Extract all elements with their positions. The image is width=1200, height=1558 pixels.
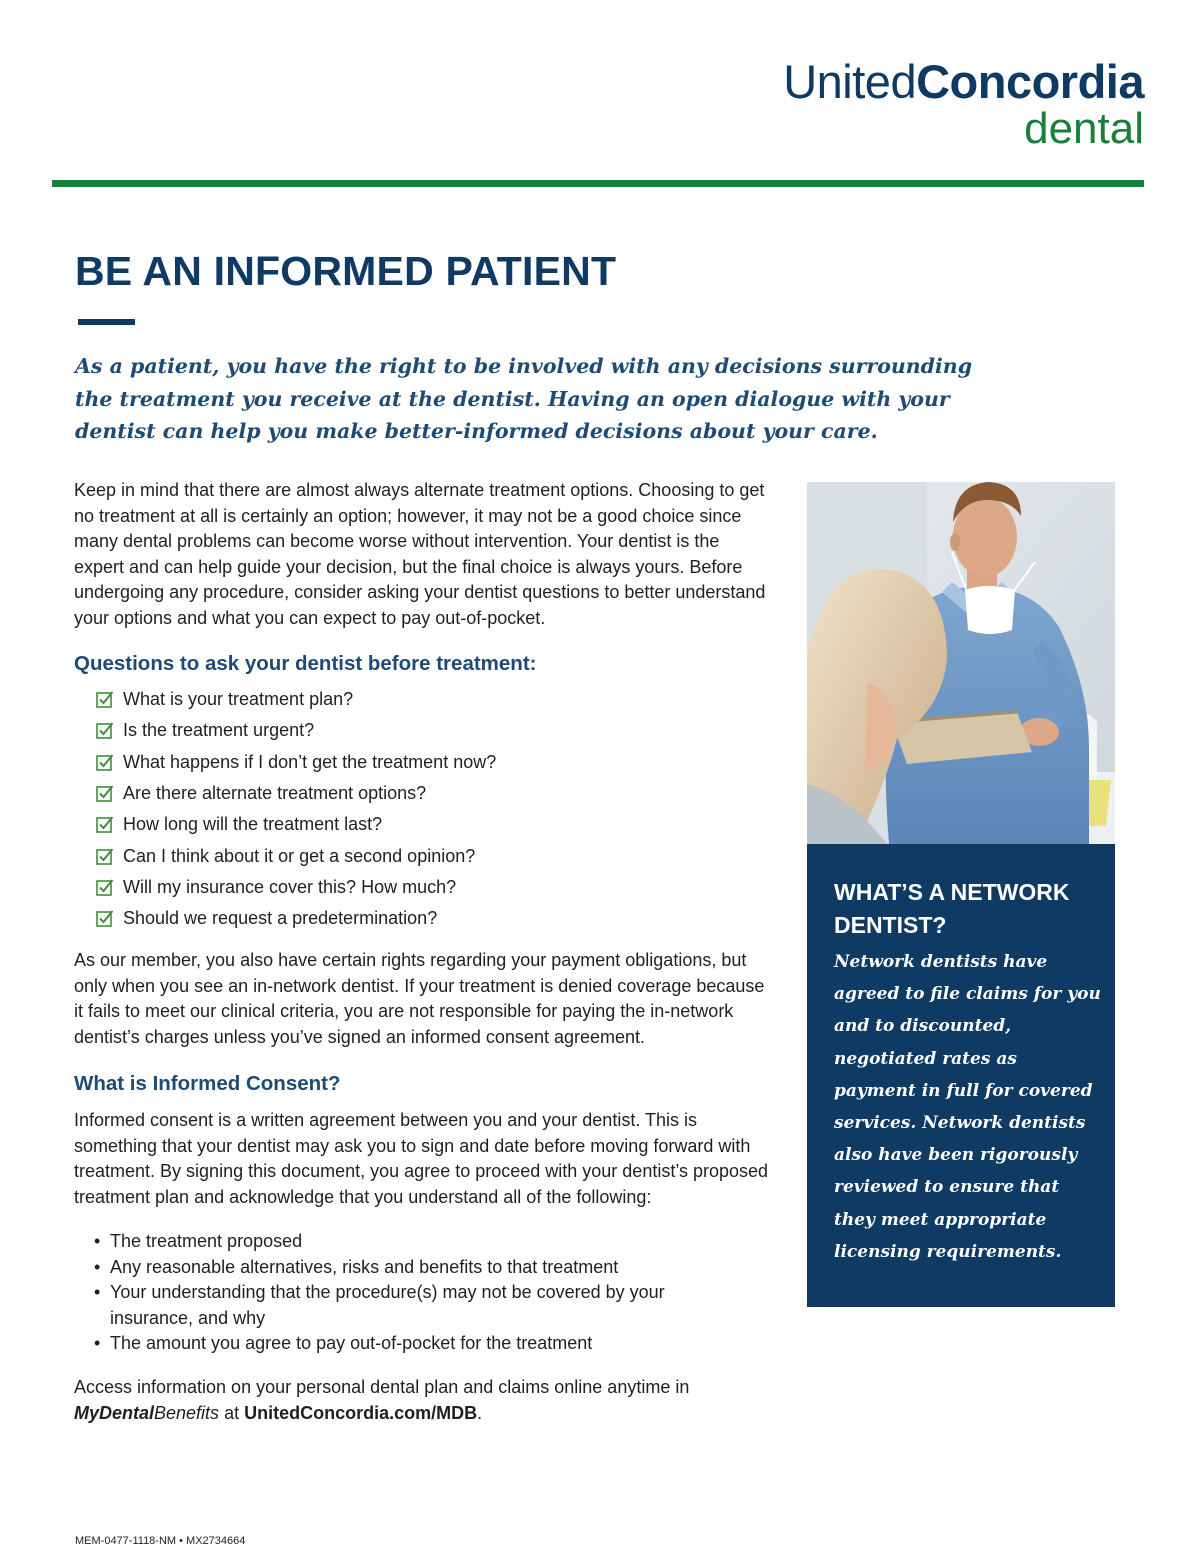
checkbox-checked-icon (96, 753, 115, 772)
benefits-brand: Benefits (154, 1402, 220, 1423)
checkbox-checked-icon (96, 909, 115, 928)
document-code: MEM-0477-1118-NM • MX2734664 (75, 1535, 246, 1547)
logo-word-concordia: Concordia (916, 55, 1144, 108)
intro-paragraph: As a patient, you have the right to be involved with any decisions surrounding the treatment you receive at the dentist. Having an open dialogue with your dentist can help you make better-informed decisions about your care. (75, 354, 973, 443)
mdb-link[interactable]: UnitedConcordia.com/MDB (244, 1402, 478, 1423)
consent-item (94, 1331, 714, 1357)
question-text: What is your treatment plan? (123, 689, 354, 710)
question-text: Will my insurance cover this? How much? (123, 876, 457, 897)
access-info-paragraph: Access information on your personal dental plan and claims online anytime in MyDentalBenefits at UnitedConcordia.com/MDB. (74, 1377, 690, 1423)
title-underline (78, 319, 135, 325)
consent-item (94, 1229, 714, 1255)
bullet-icon: • (94, 1282, 101, 1303)
consent-items-list (94, 1229, 714, 1357)
consent-item-text: The amount you agree to pay out-of-pocket for the treatment (110, 1333, 593, 1354)
consent-item (94, 1280, 714, 1331)
mydental-brand: MyDental (74, 1402, 155, 1423)
bullet-icon: • (94, 1256, 101, 1277)
question-item (96, 684, 496, 715)
questions-checklist (96, 684, 496, 934)
checkbox-checked-icon (96, 847, 115, 866)
header-divider (52, 180, 1144, 187)
questions-heading: Questions to ask your dentist before treatment: (74, 652, 537, 675)
member-rights-paragraph: As our member, you also have certain rights regarding your payment obligations, but only when you see an in-network dentist. If your treatment is denied coverage because it fails to meet our clinical criteria, you are not responsible for paying the in-network dentist’s charges unless you’ve signed an informed consent agreement. (74, 950, 765, 1047)
informed-consent-heading: What is Informed Consent? (74, 1072, 341, 1095)
checkbox-checked-icon (96, 784, 115, 803)
checkbox-checked-icon (96, 878, 115, 897)
informed-consent-paragraph: Informed consent is a written agreement between you and your dentist. This is something that your dentist may ask you to sign and date before moving forward with treatment. By signing this document, you agree to proceed with your dentist’s proposed treatment plan and acknowledge that you understand all of the following: (74, 1110, 769, 1207)
question-text: Can I think about it or get a second opinion? (123, 845, 476, 866)
consent-item-text: The treatment proposed (110, 1231, 303, 1251)
question-item (96, 903, 496, 934)
page-title: BE AN INFORMED PATIENT (75, 248, 617, 294)
question-text: Should we request a predetermination? (123, 908, 438, 929)
question-item (96, 840, 496, 871)
logo-word-united: United (783, 55, 917, 108)
dentist-patient-photo (807, 482, 1115, 844)
consent-item (94, 1255, 714, 1281)
question-text: Are there alternate treatment options? (123, 783, 427, 804)
network-dentist-callout (807, 844, 1115, 1307)
question-item (96, 747, 496, 778)
consent-item-text: Your understanding that the procedure(s) may not be covered by your insurance, and why (110, 1282, 665, 1328)
callout-text: Network dentists have agreed to file claims for you and to discounted, negotiated rates as payment in full for covered services. Network dentists also have been rigorously reviewed to ensure that they meet appropriate licensing requirements. (834, 952, 1101, 1262)
treatment-options-paragraph: Keep in mind that there are almost always alternate treatment options. Choosing to get no treatment at all is certainly an option; however, it may not be a good choice since many dental problems can become worse without intervention. Your dentist is the expert and can help guide your decision, but the final choice is always yours. Before undergoing any procedure, consider asking your dentist questions to better understand your options and what you can expect to pay out-of-pocket. (74, 480, 766, 628)
logo-word-dental: dental (1024, 104, 1144, 153)
question-item (96, 872, 496, 903)
question-text: What happens if I don’t get the treatment now? (123, 751, 497, 772)
checkbox-checked-icon (96, 721, 115, 740)
company-logo (783, 55, 1144, 153)
bullet-icon: • (94, 1231, 101, 1251)
question-item (96, 715, 496, 746)
callout-title: WHAT’S A NETWORK DENTIST? (834, 879, 1070, 938)
consent-item-text: Any reasonable alternatives, risks and benefits to that treatment (110, 1256, 619, 1277)
question-text: Is the treatment urgent? (123, 720, 315, 741)
question-item (96, 778, 496, 809)
checkbox-checked-icon (96, 815, 115, 834)
question-text: How long will the treatment last? (123, 814, 383, 835)
bullet-icon: • (94, 1333, 101, 1354)
checkbox-checked-icon (96, 690, 115, 709)
question-item (96, 809, 496, 840)
